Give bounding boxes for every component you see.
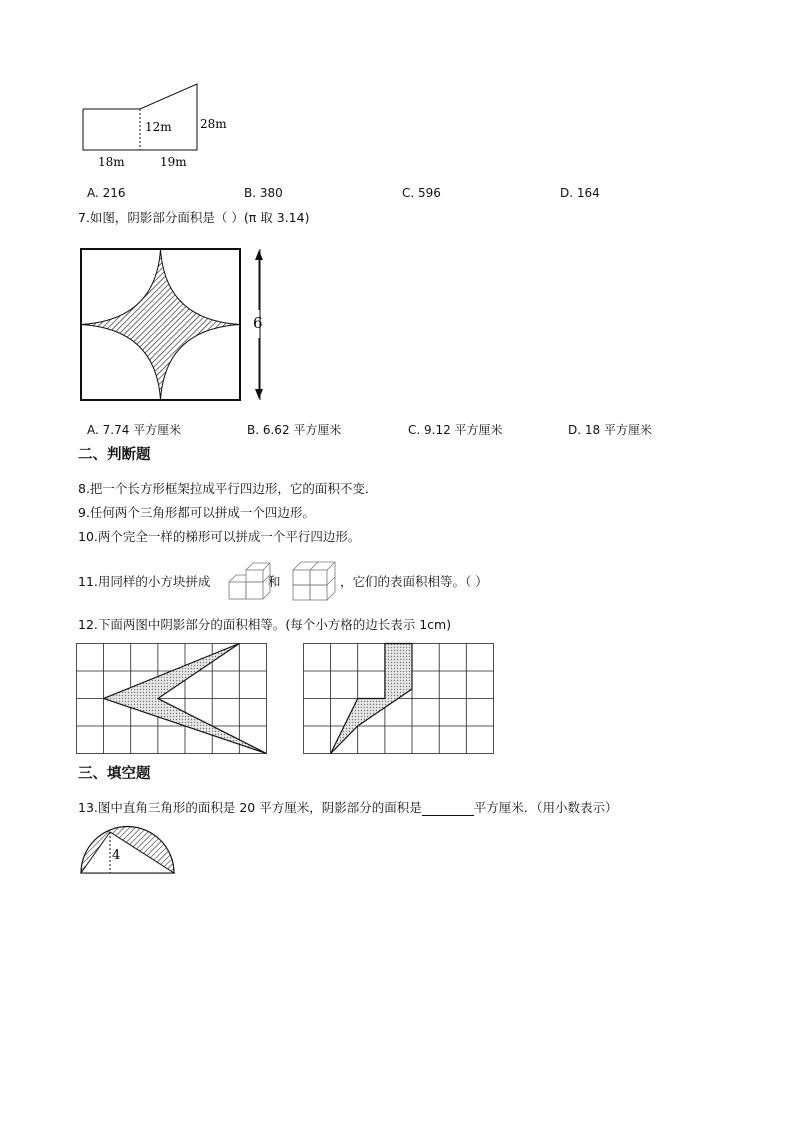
q13-label-4: 4 <box>112 848 121 863</box>
q6-option-a[interactable]: A. 216 <box>87 186 126 200</box>
q6-option-c[interactable]: C. 596 <box>402 186 441 200</box>
q13-prefix: 13.图中直角三角形的面积是 20 平方厘米，阴影部分的面积是 <box>78 800 422 815</box>
q7-option-c[interactable]: C. 9.12 平方厘米 <box>408 423 503 437</box>
section-3-title: 三、填空题 <box>78 766 151 782</box>
section-2-title: 二、判断题 <box>78 447 151 463</box>
q8-text: 8.把一个长方形框架拉成平行四边形，它的面积不变． <box>78 481 378 496</box>
q13-figure <box>80 826 180 878</box>
q11-prefix: 11.用同样的小方块拼成 <box>78 574 211 589</box>
q12-text: 12.下面两图中阴影部分的面积相等。(每个小方格的边长表示 1cm) <box>78 617 452 632</box>
q11-cube-figure-2 <box>292 560 338 604</box>
q7-shaded-star <box>81 249 240 400</box>
q6-option-b[interactable]: B. 380 <box>244 186 283 200</box>
q6-label-19m: 19m <box>160 155 187 169</box>
q6-label-28m: 28m <box>200 117 227 131</box>
q6-label-18m: 18m <box>98 155 125 169</box>
q7-label-6: 6 <box>253 314 263 332</box>
q13-answer-blank[interactable] <box>422 803 474 816</box>
q7-option-d[interactable]: D. 18 平方厘米 <box>568 423 652 437</box>
q7-stem: 7.如图，阴影部分面积是（ ）(π 取 3.14) <box>78 210 310 225</box>
q13-text <box>78 800 618 816</box>
q7-figure <box>80 248 280 403</box>
q10-text: 10.两个完全一样的梯形可以拼成一个平行四边形。 <box>78 529 361 544</box>
q7-option-b[interactable]: B. 6.62 平方厘米 <box>247 423 342 437</box>
q6-option-d[interactable]: D. 164 <box>560 186 600 200</box>
q11-cube-figure-1 <box>228 560 270 604</box>
q12-grid-figure-right <box>303 643 497 755</box>
q6-figure <box>70 80 250 175</box>
q6-label-12m: 12m <box>145 120 172 134</box>
q7-arrow-up <box>255 250 263 260</box>
q12-grid-figure-left <box>76 643 270 755</box>
q7-arrow-down <box>255 389 263 399</box>
q9-text: 9.任何两个三角形都可以拼成一个四边形。 <box>78 505 315 520</box>
q11-middle: 和 <box>268 574 281 589</box>
q13-suffix: 平方厘米．（用小数表示） <box>473 800 618 815</box>
q11-suffix: ，它们的表面积相等。（ ） <box>340 574 488 589</box>
q7-option-a[interactable]: A. 7.74 平方厘米 <box>87 423 182 437</box>
